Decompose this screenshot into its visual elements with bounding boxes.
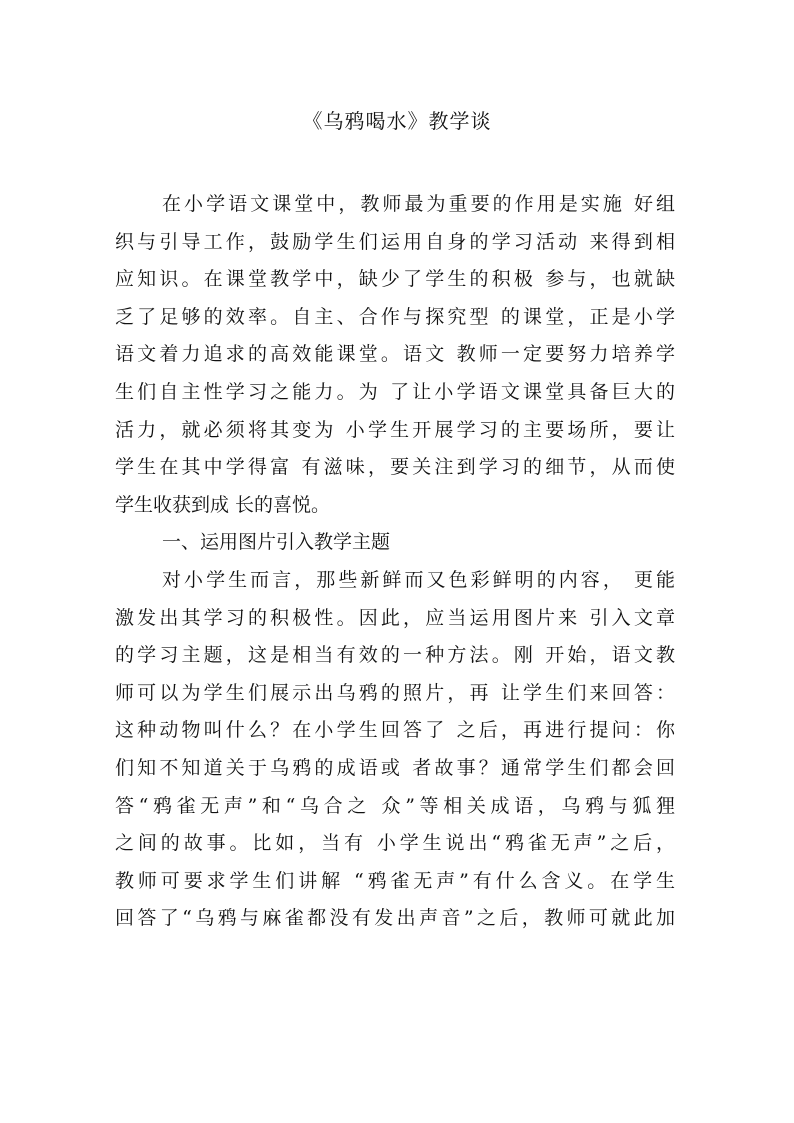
paragraph-line: 织与引导工作，鼓励学生们运用自身的学习活动 来得到相 (115, 230, 675, 253)
paragraph-line: 教师可要求学生们讲解 “鸦雀无声”有什么含义。在学生 (115, 869, 675, 892)
paragraph-line: 激发出其学习的积极性。因此，应当运用图片来 引入文章 (115, 606, 675, 629)
paragraph-line: 在小学语文课堂中，教师最为重要的作用是实施 好组 (162, 193, 675, 215)
paragraph-line: 应知识。在课堂教学中，缺少了学生的积极 参与，也就缺 (115, 268, 675, 291)
paragraph-line: 回答了“乌鸦与麻雀都没有发出声音”之后，教师可就此加 (115, 907, 675, 930)
paragraph-line: 活力，就必须将其变为 小学生开展学习的主要场所，要让 (115, 418, 675, 441)
paragraph-line: 乏了足够的效率。自主、合作与探究型 的课堂，正是小学 (115, 305, 675, 328)
paragraph-line: 答“鸦雀无声”和“乌合之 众”等相关成语，乌鸦与狐狸 (115, 794, 675, 817)
paragraph-line: 学生在其中学得富 有滋味，要关注到学习的细节，从而使 (115, 456, 675, 479)
paragraph-line: 对小学生而言，那些新鲜而又色彩鲜明的内容， 更能 (162, 568, 675, 591)
document-title: 《乌鸦喝水》教学谈 (302, 109, 492, 133)
section-heading: 一、运用图片引入教学主题 (162, 531, 391, 554)
paragraph-line: 学生收获到成 长的喜悦。 (115, 493, 331, 516)
paragraph-line: 之间的故事。比如，当有 小学生说出“鸦雀无声”之后， (115, 832, 675, 855)
paragraph-line: 语文着力追求的高效能课堂。语文 教师一定要努力培养学 (115, 343, 675, 366)
paragraph-line: 师可以为学生们展示出乌鸦的照片，再 让学生们来回答： (115, 681, 675, 704)
document-body (115, 186, 675, 938)
paragraph-line: 生们自主性学习之能力。为 了让小学语文课堂具备巨大的 (115, 380, 675, 403)
paragraph-line: 的学习主题，这是相当有效的一种方法。刚 开始，语文教 (115, 644, 675, 667)
paragraph-line: 这种动物叫什么？在小学生回答了 之后，再进行提问：你 (115, 719, 675, 742)
paragraph-line: 们知不知道关于乌鸦的成语或 者故事？通常学生们都会回 (115, 756, 675, 779)
